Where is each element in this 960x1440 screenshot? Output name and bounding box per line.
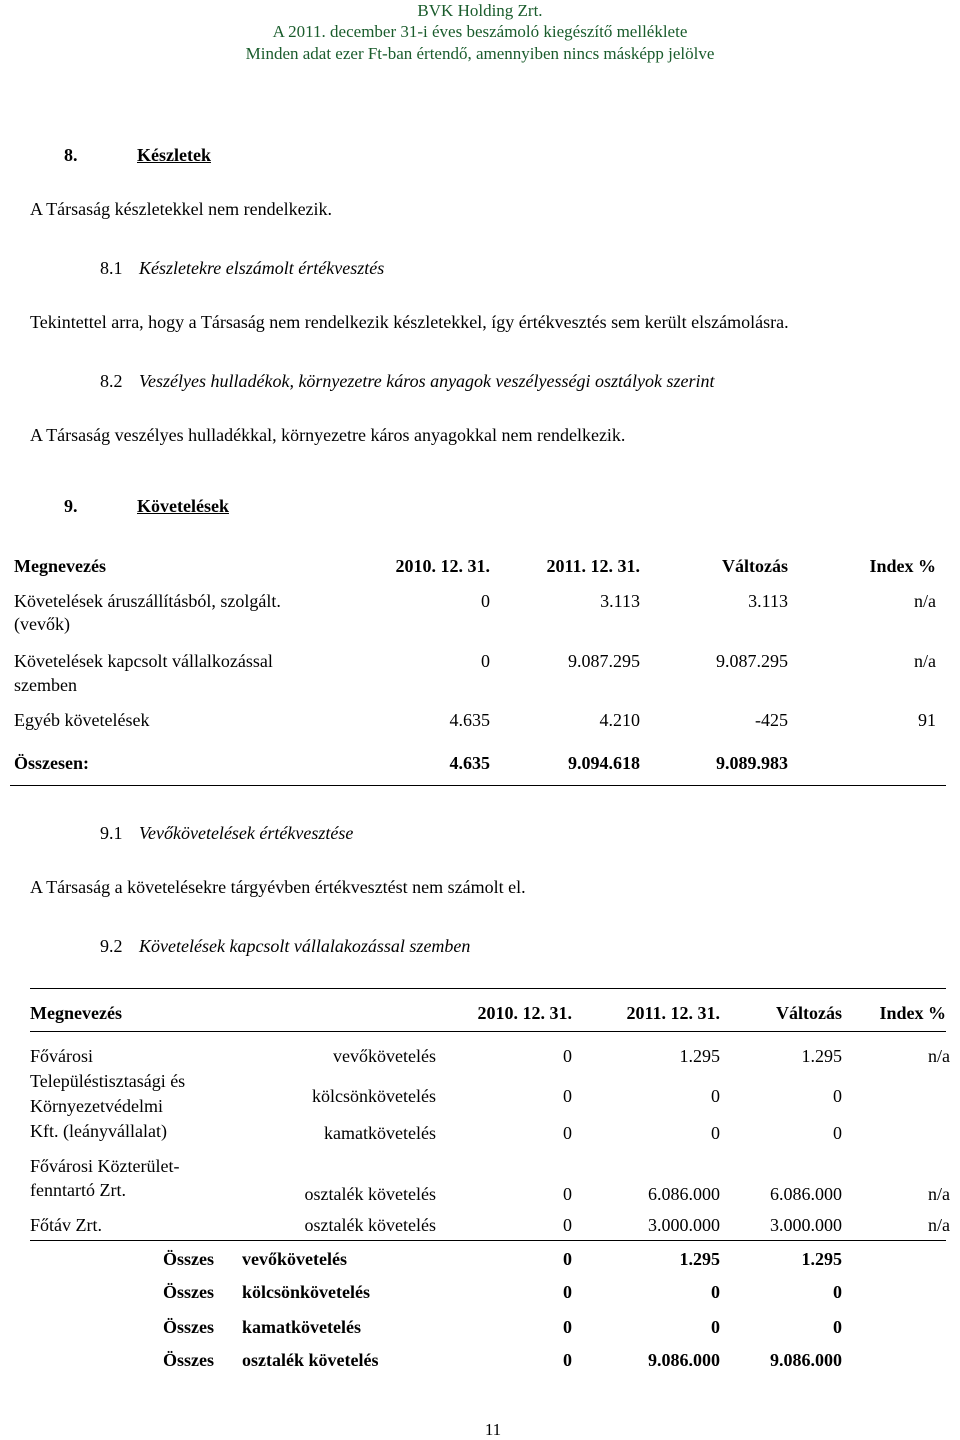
total-label: Összes bbox=[163, 1249, 214, 1269]
company-2-line-2: fenntartó Zrt. bbox=[30, 1180, 126, 1200]
header-note: Minden adat ezer Ft-ban értendő, amennyiben nincs másképp jelölve bbox=[245, 44, 715, 63]
row-2011: 1.295 bbox=[679, 1046, 720, 1066]
row-type: osztalék követelés bbox=[304, 1184, 436, 1204]
total-label: Összes bbox=[163, 1282, 214, 1302]
row-2010: 0 bbox=[563, 1215, 572, 1235]
total-type: osztalék követelés bbox=[242, 1350, 379, 1370]
company-1-line-2: Településtisztasági és bbox=[30, 1071, 186, 1091]
row-2011: 4.210 bbox=[599, 710, 640, 730]
company-2-line-1: Fővárosi Közterület- bbox=[30, 1156, 180, 1176]
total-change: 9.086.000 bbox=[770, 1350, 842, 1370]
t2-header-change: Változás bbox=[776, 1003, 842, 1023]
total-2011: 9.086.000 bbox=[648, 1350, 720, 1370]
row-2011: 3.000.000 bbox=[648, 1215, 720, 1235]
row-index: n/a bbox=[914, 591, 936, 611]
row-2010: 4.635 bbox=[449, 710, 490, 730]
table2-header-rule bbox=[30, 1031, 946, 1032]
total-2010: 0 bbox=[563, 1282, 572, 1302]
row-2011: 3.113 bbox=[600, 591, 640, 611]
total-change: 9.089.983 bbox=[716, 753, 788, 773]
t1-header-change: Változás bbox=[722, 556, 788, 576]
total-2010: 0 bbox=[563, 1350, 572, 1370]
total-type: kamatkövetelés bbox=[242, 1317, 361, 1337]
section-8-1-title: Készletekre elszámolt értékvesztés bbox=[139, 258, 385, 278]
row-2010: 0 bbox=[563, 1123, 572, 1143]
t2-header-name: Megnevezés bbox=[30, 1003, 122, 1023]
row-change: 0 bbox=[833, 1123, 842, 1143]
section-8-text: A Társaság készletekkel nem rendelkezik. bbox=[30, 199, 333, 219]
total-label: Összes bbox=[163, 1350, 214, 1370]
section-9-1-text: A Társaság a követelésekre tárgyévben értékvesztést nem számolt el. bbox=[30, 877, 526, 897]
header-company: BVK Holding Zrt. bbox=[417, 1, 543, 20]
t1-header-name: Megnevezés bbox=[14, 556, 106, 576]
row-name: Követelések áruszállításból, szolgált. bbox=[14, 591, 281, 611]
row-index: n/a bbox=[928, 1046, 950, 1066]
row-index: n/a bbox=[928, 1215, 950, 1235]
total-type: kölcsönkövetelés bbox=[242, 1282, 370, 1302]
t1-header-2011: 2011. 12. 31. bbox=[546, 556, 640, 576]
row-change: 0 bbox=[833, 1086, 842, 1106]
row-change: 3.113 bbox=[748, 591, 788, 611]
row-2011: 9.087.295 bbox=[568, 651, 640, 671]
total-2011: 1.295 bbox=[679, 1249, 720, 1269]
row-change: -425 bbox=[755, 710, 788, 730]
row-index: 91 bbox=[918, 710, 936, 730]
row-2011: 6.086.000 bbox=[648, 1184, 720, 1204]
header-subtitle: A 2011. december 31-i éves beszámoló kiegészítő melléklete bbox=[272, 22, 688, 41]
row-2010: 0 bbox=[563, 1046, 572, 1066]
total-change: 0 bbox=[833, 1317, 842, 1337]
table2-top-rule bbox=[30, 988, 946, 989]
row-change: 1.295 bbox=[801, 1046, 842, 1066]
section-9-2-title: Követelések kapcsolt vállalakozással szemben bbox=[139, 936, 471, 956]
row-2010: 0 bbox=[481, 651, 490, 671]
total-2011: 0 bbox=[711, 1282, 720, 1302]
row-index: n/a bbox=[928, 1184, 950, 1204]
row-2010: 0 bbox=[563, 1184, 572, 1204]
row-2010: 0 bbox=[563, 1086, 572, 1106]
total-change: 0 bbox=[833, 1282, 842, 1302]
company-1-line-4: Kft. (leányvállalat) bbox=[30, 1121, 167, 1141]
row-name-cont: szemben bbox=[14, 675, 77, 695]
section-8-1-number: 8.1 bbox=[100, 258, 123, 278]
t1-header-index: Index % bbox=[869, 556, 936, 576]
row-2011: 0 bbox=[711, 1123, 720, 1143]
row-change: 6.086.000 bbox=[770, 1184, 842, 1204]
total-2011: 0 bbox=[711, 1317, 720, 1337]
table-bottom-rule bbox=[10, 785, 946, 786]
total-label: Összesen: bbox=[14, 753, 89, 773]
table2-detail-rule bbox=[30, 1240, 946, 1241]
t2-header-index: Index % bbox=[879, 1003, 946, 1023]
row-type: kamatkövetelés bbox=[324, 1123, 436, 1143]
total-2010: 0 bbox=[563, 1249, 572, 1269]
section-8-title: Készletek bbox=[137, 145, 211, 165]
section-8-2-text: A Társaság veszélyes hulladékkal, környezetre káros anyagokkal nem rendelkezik. bbox=[30, 425, 626, 445]
row-change: 3.000.000 bbox=[770, 1215, 842, 1235]
t2-header-2010: 2010. 12. 31. bbox=[477, 1003, 572, 1023]
total-2010: 4.635 bbox=[449, 753, 490, 773]
row-2010: 0 bbox=[481, 591, 490, 611]
section-8-1-text: Tekintettel arra, hogy a Társaság nem rendelkezik készletekkel, így értékvesztés sem került elszámolásra. bbox=[30, 312, 789, 332]
company-3: Főtáv Zrt. bbox=[30, 1215, 102, 1235]
row-type: vevőkövetelés bbox=[333, 1046, 436, 1066]
section-9-1-number: 9.1 bbox=[100, 823, 123, 843]
section-8-2-number: 8.2 bbox=[100, 371, 123, 391]
total-2010: 0 bbox=[563, 1317, 572, 1337]
row-index: n/a bbox=[914, 651, 936, 671]
row-type: kölcsönkövetelés bbox=[312, 1086, 436, 1106]
section-8-number: 8. bbox=[64, 145, 78, 165]
row-name: Egyéb követelések bbox=[14, 710, 150, 730]
section-9-2-number: 9.2 bbox=[100, 936, 123, 956]
total-type: vevőkövetelés bbox=[242, 1249, 347, 1269]
page-number: 11 bbox=[484, 1420, 502, 1439]
t1-header-2010: 2010. 12. 31. bbox=[395, 556, 490, 576]
section-9-title: Követelések bbox=[137, 496, 229, 516]
row-name-cont: (vevők) bbox=[14, 614, 70, 634]
row-type: osztalék követelés bbox=[304, 1215, 436, 1235]
row-change: 9.087.295 bbox=[716, 651, 788, 671]
row-2011: 0 bbox=[711, 1086, 720, 1106]
company-1-line-1: Fővárosi bbox=[30, 1046, 93, 1066]
row-name: Követelések kapcsolt vállalkozással bbox=[14, 651, 273, 671]
total-2011: 9.094.618 bbox=[568, 753, 640, 773]
section-9-1-title: Vevőkövetelések értékvesztése bbox=[139, 823, 354, 843]
section-9-number: 9. bbox=[64, 496, 78, 516]
section-8-2-title: Veszélyes hulladékok, környezetre káros anyagok veszélyességi osztályok szerint bbox=[139, 371, 715, 391]
company-1-line-3: Környezetvédelmi bbox=[30, 1096, 163, 1116]
total-change: 1.295 bbox=[801, 1249, 842, 1269]
t2-header-2011: 2011. 12. 31. bbox=[626, 1003, 720, 1023]
total-label: Összes bbox=[163, 1317, 214, 1337]
